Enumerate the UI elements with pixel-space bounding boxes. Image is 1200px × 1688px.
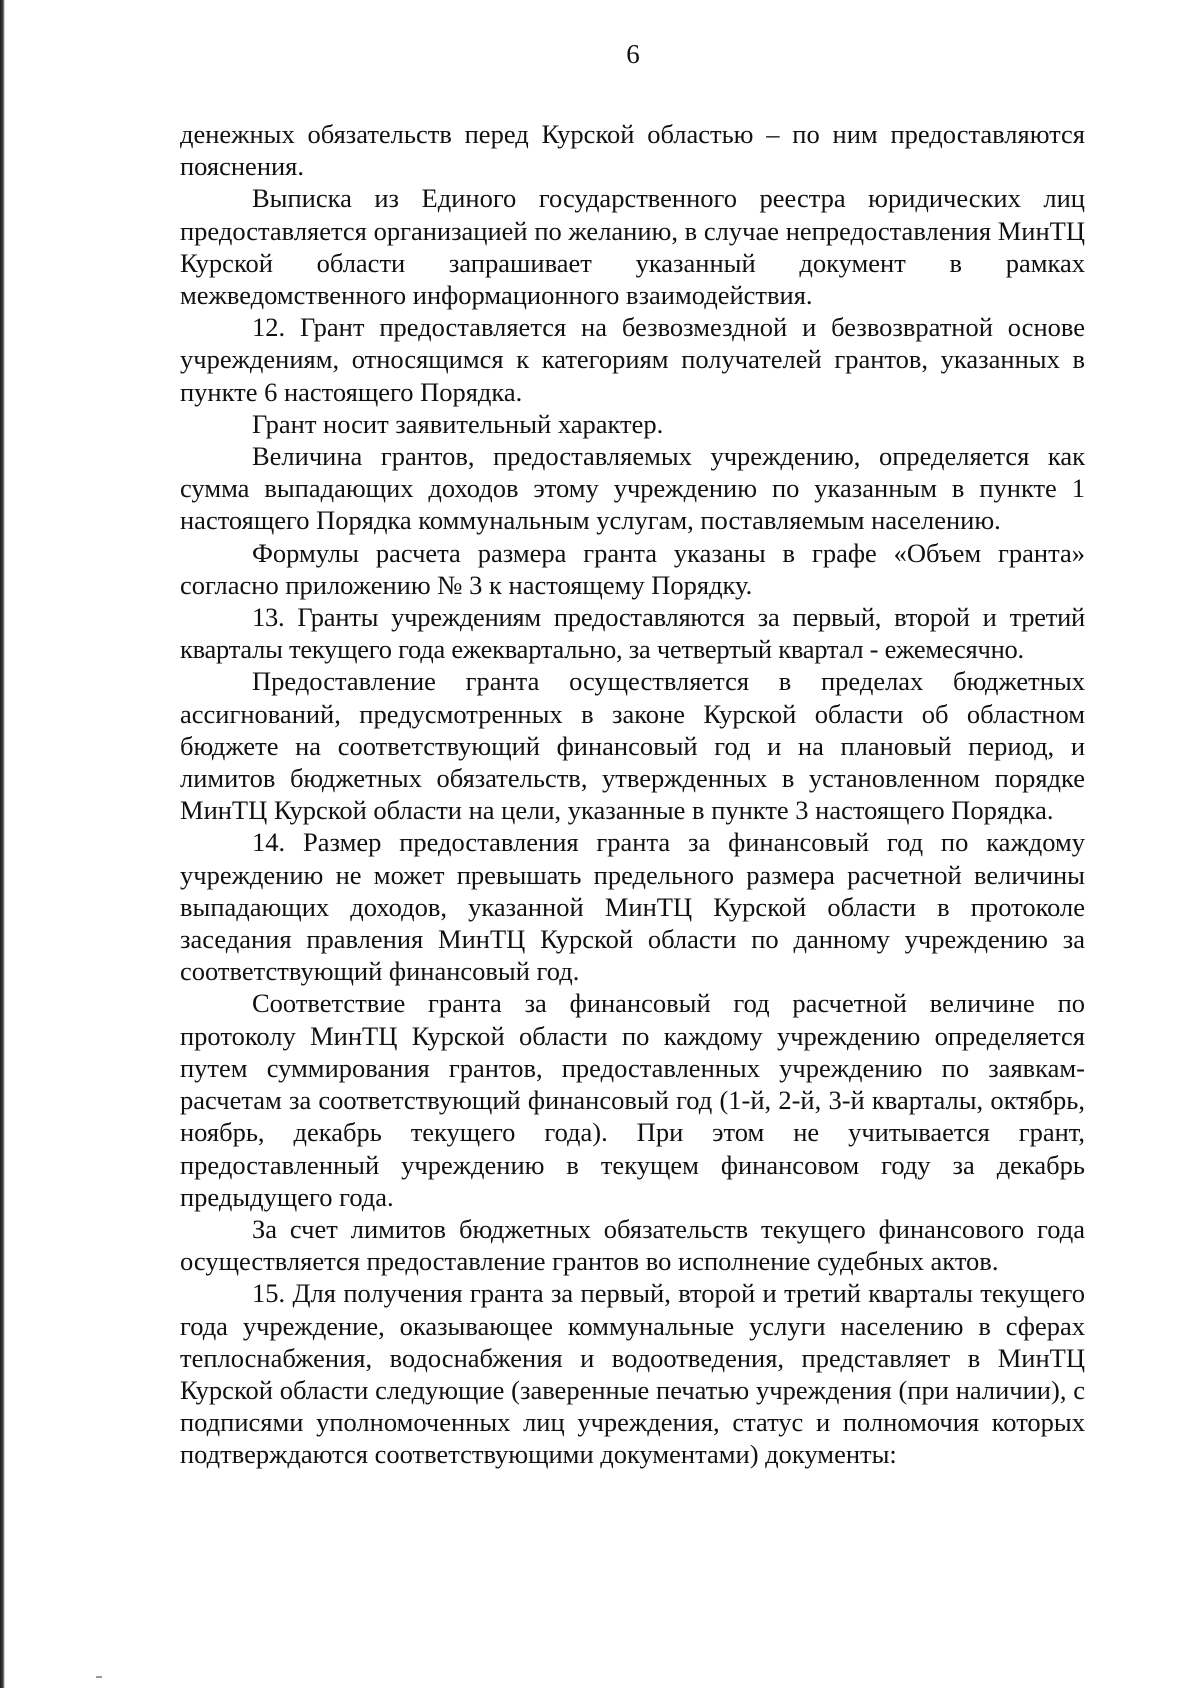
paragraph-grant-nature: Грант носит заявительный характер. xyxy=(252,408,664,439)
paragraph-budget-limits: Предоставление гранта осуществляется в пределах бюджетных ассигнований, предусмотренных в законе Курской области об областном бюджете на соответствующий финансовый год и на плановый период, и лимитов бюджетных обязательств, утвержденных в установленном порядке МинТЦ Курской области на цели, указанные в пункте 3 настоящего Порядка. xyxy=(180,666,1085,826)
paragraph-egrul-extract: Выписка из Единого государственного реестра юридических лиц предоставляется организацией по желанию, в случае непредоставления МинТЦ Курской области запрашивает указанный документ в рамках межведомственного информационного взаимодействия. xyxy=(180,183,1085,311)
paragraph-grant-formulas: Формулы расчета размера гранта указаны в графе «Объем гранта» согласно приложению № 3 к настоящему Порядку. xyxy=(180,537,1085,600)
scan-edge-shadow xyxy=(0,0,5,1688)
paragraph-grant-compliance: Соответствие гранта за финансовый год расчетной величине по протоколу МинТЦ Курской области по каждому учреждению определяется путем суммирования грантов, предоставленных учреждению по заявкам-расчетам за соответствующий финансовый год (1-й, 2-й, 3-й кварталы, октябрь, ноябрь, декабрь текущего года). При этом не учитывается грант, предоставленный учреждению в текущем финансовом году за декабрь предыдущего года. xyxy=(180,988,1085,1212)
document-body xyxy=(180,118,1085,1471)
paragraph-grant-amount: Величина грантов, предоставляемых учреждению, определяется как сумма выпадающих доходов этому учреждению по указанным в пункте 1 настоящего Порядка коммунальным услугам, поставляемым населению. xyxy=(180,441,1085,536)
page-number: 6 xyxy=(626,39,640,69)
scan-speck xyxy=(96,1676,102,1678)
paragraph-item-15: 15. Для получения гранта за первый, второй и третий кварталы текущего года учреждение, оказывающее коммунальные услуги населению в сферах теплоснабжения, водоснабжения и водоотведения, представляет в МинТЦ Курской области следующие (заверенные печатью учреждения (при наличии), с подписями уполномоченных лиц учреждения, статус и полномочия которых подтверждаются соответствующими документами) документы: xyxy=(180,1278,1085,1470)
paragraph-continuation: денежных обязательств перед Курской областью – по ним предоставляются пояснения. xyxy=(180,119,1085,182)
paragraph-item-12: 12. Грант предоставляется на безвозмездной и безвозвратной основе учреждениям, относящимся к категориям получателей грантов, указанных в пункте 6 настоящего Порядка. xyxy=(180,312,1085,407)
paragraph-item-13: 13. Гранты учреждениям предоставляются за первый, второй и третий кварталы текущего года ежеквартально, за четвертый квартал - ежемесячно. xyxy=(180,602,1085,665)
paragraph-court-acts: За счет лимитов бюджетных обязательств текущего финансового года осуществляется предоставление грантов во исполнение судебных актов. xyxy=(180,1213,1085,1277)
paragraph-item-14: 14. Размер предоставления гранта за финансовый год по каждому учреждению не может превышать предельного размера расчетной величины выпадающих доходов, указанной МинТЦ Курской области в протоколе заседания правления МинТЦ Курской области по данному учреждению за соответствующий финансовый год. xyxy=(180,827,1085,987)
